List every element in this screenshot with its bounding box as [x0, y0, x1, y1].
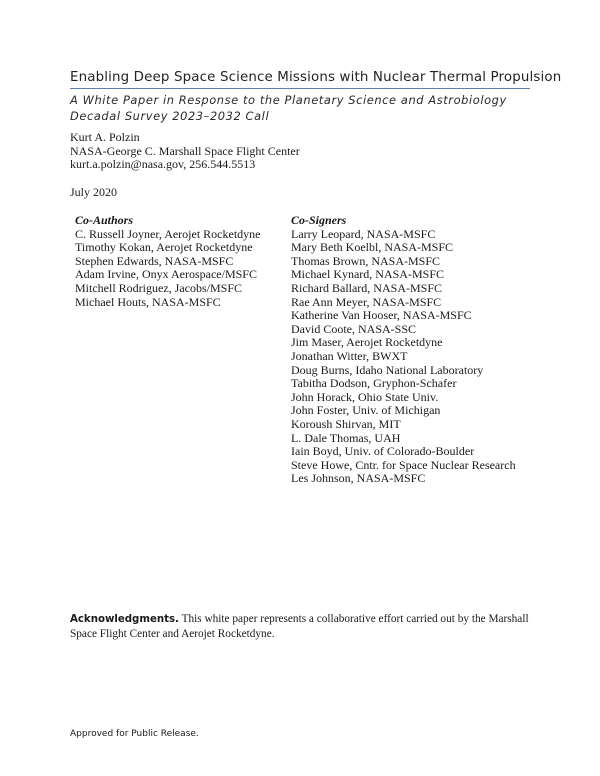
cosigner-item: Jonathan Witter, BWXT: [291, 348, 408, 363]
coauthor-item: Michael Houts, NASA-MSFC: [75, 294, 221, 309]
author-name: Kurt A. Polzin: [70, 130, 140, 144]
cosigner-item: Koroush Shirvan, MIT: [291, 416, 401, 431]
cosigners-column: [291, 214, 516, 486]
coauthor-item: Stephen Edwards, NASA-MSFC: [75, 253, 234, 268]
coauthors-list: [75, 228, 261, 310]
coauthor-item: Timothy Kokan, Aerojet Rocketdyne: [75, 240, 253, 255]
cosigners-heading: Co-Signers: [291, 213, 347, 227]
cosigner-item: David Coote, NASA-SSC: [291, 321, 417, 336]
cosigner-item: Michael Kynard, NASA-MSFC: [291, 267, 444, 282]
cosigners-list: [291, 228, 516, 486]
cosigner-item: Doug Burns, Idaho National Laboratory: [291, 362, 484, 377]
cosigner-item: Rae Ann Meyer, NASA-MSFC: [291, 294, 442, 309]
acknowledgments-text: This white paper represents a collaborative effort carried out by the Marshall Space Flight Center and Aerojet Rocketdyne.: [70, 613, 529, 640]
cosigner-item: Mary Beth Koelbl, NASA-MSFC: [291, 240, 454, 255]
coauthor-item: C. Russell Joyner, Aerojet Rocketdyne: [75, 226, 261, 241]
release-notice: Approved for Public Release.: [70, 729, 199, 739]
cosigner-item: Steve Howe, Cntr. for Space Nuclear Research: [291, 457, 516, 472]
cosigner-item: Larry Leopard, NASA-MSFC: [291, 226, 436, 241]
author-block: [70, 131, 300, 172]
cosigner-item: L. Dale Thomas, UAH: [291, 430, 401, 445]
cosigner-item: Jim Maser, Aerojet Rocketdyne: [291, 335, 443, 350]
cosigner-item: Thomas Brown, NASA-MSFC: [291, 253, 441, 268]
cosigner-item: Les Johnson, NASA-MSFC: [291, 471, 426, 486]
document-subtitle: A White Paper in Response to the Planetary Science and Astrobiology Decadal Survey 2023–2032 Call: [70, 93, 507, 123]
acknowledgments-label: Acknowledgments.: [70, 614, 179, 625]
cosigner-item: Richard Ballard, NASA-MSFC: [291, 280, 442, 295]
cosigner-item: Iain Boyd, Univ. of Colorado-Boulder: [291, 444, 475, 459]
author-contact: kurt.a.polzin@nasa.gov, 256.544.5513: [70, 157, 256, 172]
acknowledgments-paragraph: [70, 612, 532, 641]
title-divider: [70, 88, 530, 89]
cosigner-item: John Horack, Ohio State Univ.: [291, 389, 439, 404]
coauthor-item: Adam Irvine, Onyx Aerospace/MSFC: [75, 267, 257, 282]
coauthors-heading: Co-Authors: [75, 213, 134, 227]
cosigner-item: Tabitha Dodson, Gryphon-Schafer: [291, 376, 457, 391]
author-affiliation: NASA-George C. Marshall Space Flight Center: [70, 143, 300, 158]
coauthor-item: Mitchell Rodriguez, Jacobs/MSFC: [75, 280, 242, 295]
cosigner-item: John Foster, Univ. of Michigan: [291, 403, 441, 418]
coauthors-column: [75, 214, 261, 309]
document-title: Enabling Deep Space Science Missions with Nuclear Thermal Propulsion: [70, 70, 562, 85]
cosigner-item: Katherine Van Hooser, NASA-MSFC: [291, 308, 472, 323]
document-date: July 2020: [70, 185, 118, 199]
